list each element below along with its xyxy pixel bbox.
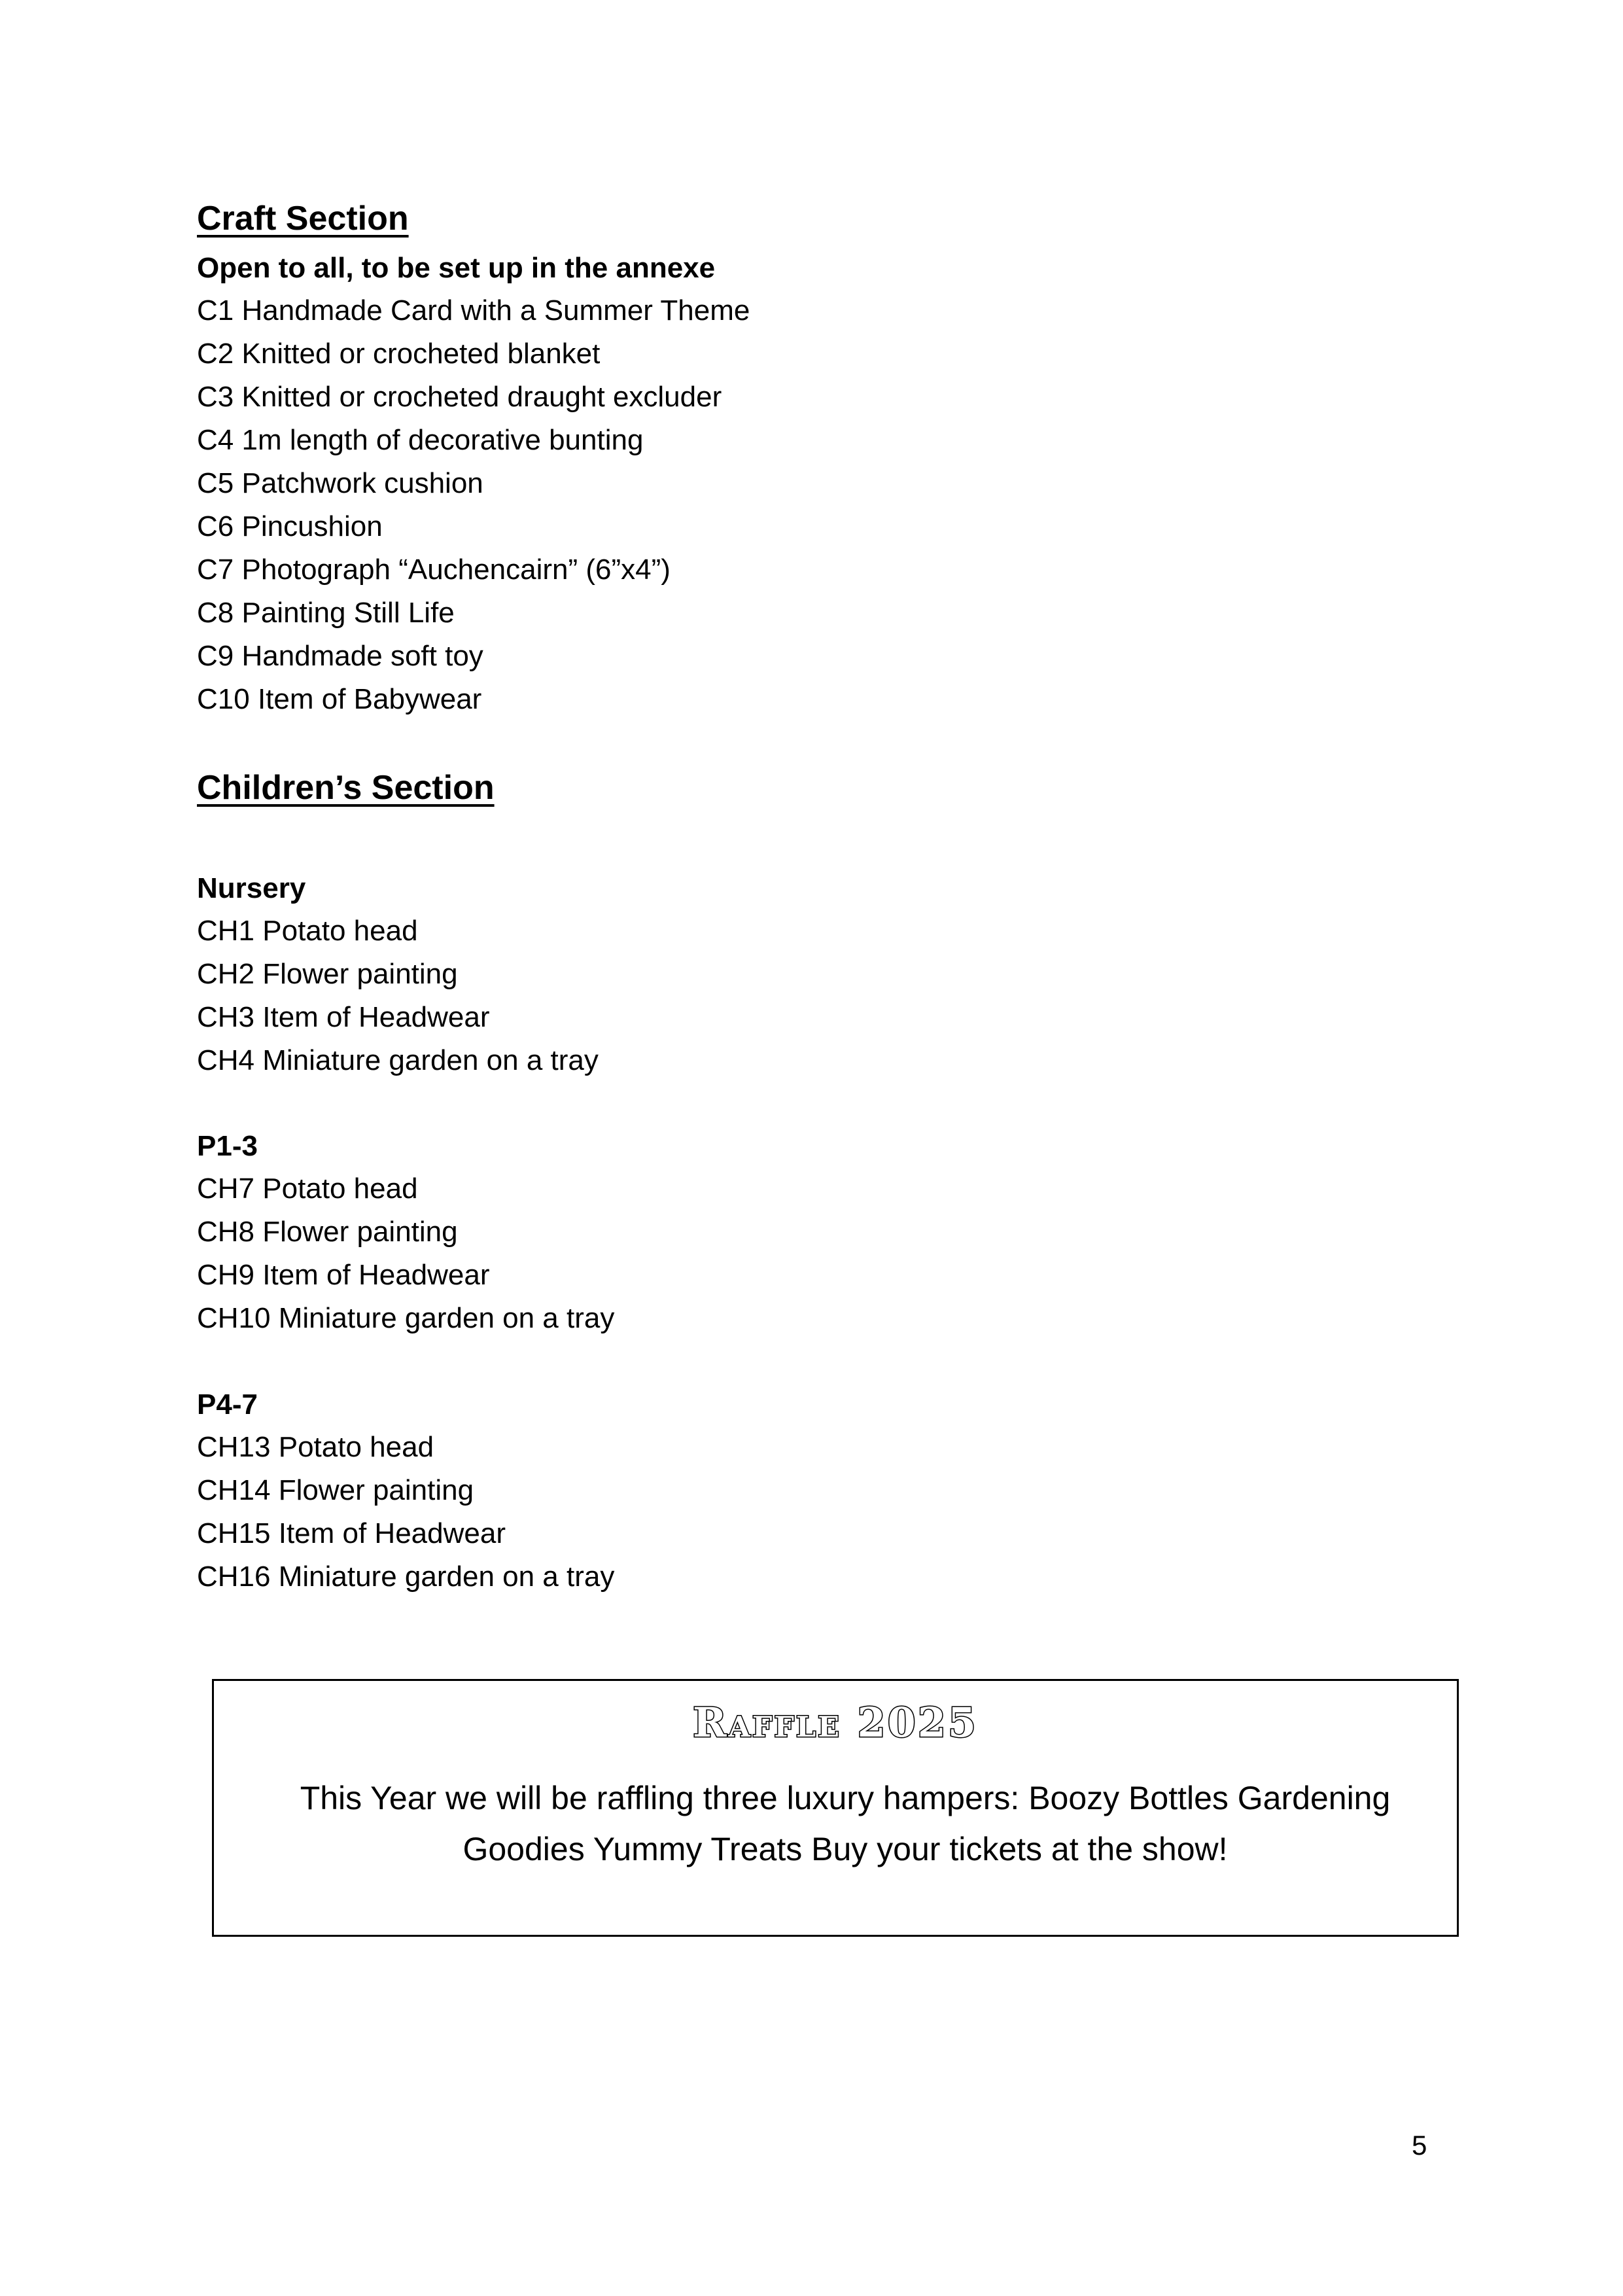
- p1-3-item-list: [197, 1167, 614, 1340]
- p4-7-item-list: [197, 1426, 614, 1598]
- list-item: CH4 Miniature garden on a tray: [197, 1044, 599, 1076]
- page-number: 5: [1412, 2130, 1427, 2161]
- group-title-nursery: Nursery: [197, 872, 306, 904]
- group-title-p1-3: P1-3: [197, 1130, 258, 1162]
- list-item: CH8 Flower painting: [197, 1216, 458, 1248]
- list-item: C1 Handmade Card with a Summer Theme: [197, 294, 750, 327]
- list-item: C3 Knitted or crocheted draught excluder: [197, 381, 722, 413]
- list-item: C9 Handmade soft toy: [197, 640, 483, 672]
- list-item: CH2 Flower painting: [197, 958, 458, 990]
- list-item: CH1 Potato head: [197, 915, 418, 947]
- list-item: CH7 Potato head: [197, 1173, 418, 1205]
- list-item: CH13 Potato head: [197, 1431, 434, 1463]
- list-item: C6 Pincushion: [197, 510, 383, 542]
- list-item: CH9 Item of Headwear: [197, 1259, 490, 1291]
- list-item: CH3 Item of Headwear: [197, 1001, 490, 1033]
- craft-item-list: [197, 289, 750, 721]
- list-item: C2 Knitted or crocheted blanket: [197, 338, 601, 370]
- list-item: CH14 Flower painting: [197, 1474, 474, 1506]
- list-item: CH15 Item of Headwear: [197, 1517, 506, 1549]
- group-title-p4-7: P4-7: [197, 1388, 258, 1421]
- list-item: CH16 Miniature garden on a tray: [197, 1561, 615, 1593]
- raffle-title: Raffle 2025: [692, 1699, 979, 1746]
- craft-section-heading: Craft Section: [197, 200, 409, 238]
- childrens-section-heading: Children’s Section: [197, 769, 495, 807]
- list-item: CH10 Miniature garden on a tray: [197, 1302, 615, 1334]
- list-item: C5 Patchwork cushion: [197, 467, 483, 499]
- raffle-box: [212, 1679, 1459, 1937]
- craft-section-subheading: Open to all, to be set up in the annexe: [197, 252, 716, 284]
- list-item: C8 Painting Still Life: [197, 597, 455, 629]
- list-item: C10 Item of Babywear: [197, 683, 482, 715]
- raffle-text: This Year we will be raffling three luxury hampers: Boozy Bottles Gardening Goodies Yummy Treats Buy your tickets at the show!: [300, 1780, 1391, 1867]
- nursery-item-list: [197, 910, 599, 1082]
- list-item: C4 1m length of decorative bunting: [197, 424, 644, 456]
- list-item: C7 Photograph “Auchencairn” (6”x4”): [197, 554, 671, 586]
